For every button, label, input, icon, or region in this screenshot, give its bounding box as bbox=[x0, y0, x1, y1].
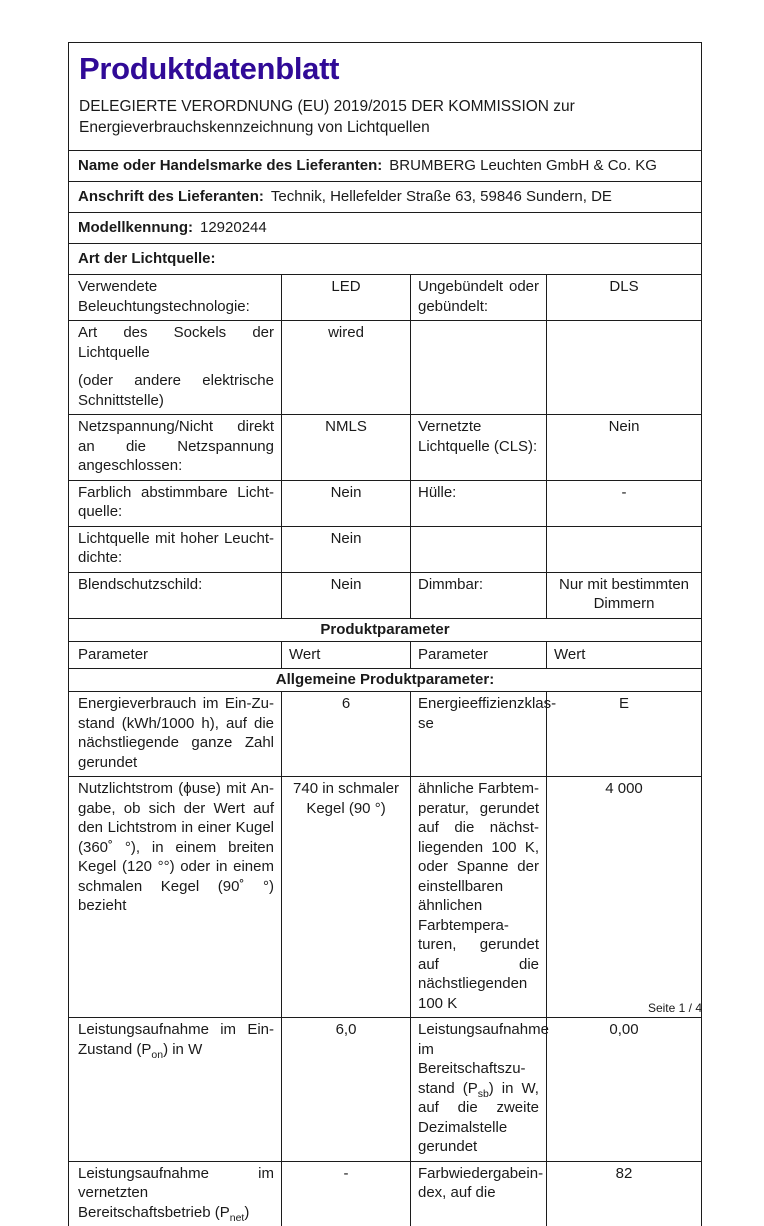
param-label bbox=[69, 321, 281, 414]
param-label-paragraph: Art des Sockels der Lichtquelle bbox=[78, 323, 274, 362]
table-row bbox=[69, 1017, 701, 1161]
param-label: Lichtquelle mit hoher Leuchtdichte: bbox=[69, 527, 281, 572]
param-label: Energieeffizienzklasse bbox=[410, 692, 546, 776]
supplier-name-value: BRUMBERG Leuchten GmbH & Co. KG bbox=[389, 157, 657, 174]
param-label: Leistungsaufnahme im Ein-Zustand $(P_{on})$ in W bbox=[69, 1018, 281, 1161]
table-row bbox=[69, 320, 701, 414]
page-number: Seite 1 / 4 bbox=[68, 1001, 702, 1015]
param-label: Farbwiedergabeindex, auf die bbox=[410, 1162, 546, 1226]
param-value: LED bbox=[281, 275, 410, 320]
table-row bbox=[69, 480, 701, 526]
param-value: wired bbox=[281, 321, 410, 414]
page-title: Produktdatenblatt bbox=[79, 50, 691, 87]
param-value bbox=[546, 321, 701, 414]
param-value: E bbox=[546, 692, 701, 776]
subscript: sb bbox=[478, 1088, 489, 1100]
supplier-address-label: Anschrift des Lieferanten: bbox=[78, 188, 264, 205]
column-header-wert-2: Wert bbox=[546, 642, 701, 669]
param-value: 6,0 bbox=[281, 1018, 410, 1161]
datasheet-frame bbox=[68, 42, 702, 1226]
model-id-row bbox=[69, 212, 701, 243]
param-value: Nein bbox=[281, 481, 410, 526]
subscript: net bbox=[230, 1212, 245, 1224]
param-label: Energieverbrauch im Ein-Zustand (kWh/1000 h), auf die nächstliegende ganze Zahl gerundet bbox=[69, 692, 281, 776]
param-label: Leistungsaufnahme im Bereitschaftszustand $(P_{sb})$ in W, auf die zweite Dezimalstelle gerundet bbox=[410, 1018, 546, 1161]
param-value: - bbox=[546, 481, 701, 526]
param-value: 82 bbox=[546, 1162, 701, 1226]
subsection-title-allgemeine-produktparameter: Allgemeine Produktparameter: bbox=[69, 668, 701, 691]
supplier-name-row bbox=[69, 150, 701, 181]
light-source-heading-row bbox=[69, 243, 701, 274]
param-value: DLS bbox=[546, 275, 701, 320]
subscript: on bbox=[151, 1049, 163, 1061]
param-value: 6 bbox=[281, 692, 410, 776]
model-id-label: Modellkennung: bbox=[78, 219, 193, 236]
supplier-address-value: Technik, Hellefelder Straße 63, 59846 Sundern, DE bbox=[271, 188, 612, 205]
param-value: - bbox=[281, 1162, 410, 1226]
param-label bbox=[410, 321, 546, 414]
column-header-parameter-1: Parameter bbox=[69, 642, 281, 669]
title-block bbox=[69, 43, 701, 150]
param-label bbox=[410, 527, 546, 572]
param-value: 740 in schmaler Kegel (90 °) bbox=[281, 777, 410, 1017]
supplier-name-label: Name oder Handelsmarke des Lieferanten: bbox=[78, 157, 382, 174]
param-value: Nein bbox=[546, 415, 701, 480]
table-row bbox=[69, 414, 701, 480]
param-label: Ungebündelt oder gebündelt: bbox=[410, 275, 546, 320]
param-label: Farblich abstimmbare Lichtquelle: bbox=[69, 481, 281, 526]
regulation-subtitle bbox=[79, 96, 691, 138]
param-label: Dimmbar: bbox=[410, 573, 546, 618]
param-label: Verwendete Beleuchtungstechnologie: bbox=[69, 275, 281, 320]
param-label: Hülle: bbox=[410, 481, 546, 526]
param-value: Nur mit bestimmten Dimmern bbox=[546, 573, 701, 618]
column-header-wert-1: Wert bbox=[281, 642, 410, 669]
param-label: ähnliche Farbtemperatur, gerundet auf die nächstliegenden 100 K, oder Spanne der einstellbaren ähnlichen Farbtemperaturen, gerundet auf die nächstliegenden 100 K bbox=[410, 777, 546, 1017]
model-id-value: 12920244 bbox=[200, 219, 267, 236]
light-source-heading: Art der Lichtquelle: bbox=[78, 250, 216, 267]
param-value: Nein bbox=[281, 573, 410, 618]
param-value: 0,00 bbox=[546, 1018, 701, 1161]
param-label: Nutzlichtstrom (ϕuse) mit Angabe, ob sich der Wert auf den Lichtstrom in einer Kugel (360˚ °), in einem breiten Kegel (120 °°) oder in einem schmalen Kegel (90˚ °) bezieht bbox=[69, 777, 281, 1017]
table-header-row bbox=[69, 641, 701, 669]
param-label-paragraph: (oder andere elektrische Schnittstelle) bbox=[78, 371, 274, 410]
table-row bbox=[69, 526, 701, 572]
param-value: Nein bbox=[281, 527, 410, 572]
table-row bbox=[69, 572, 701, 618]
supplier-address-row bbox=[69, 181, 701, 212]
table-row bbox=[69, 274, 701, 320]
table-row bbox=[69, 1161, 701, 1226]
param-value bbox=[546, 527, 701, 572]
param-label: Leistungsaufnahme im vernetzten Bereitschaftsbetrieb $(P_{net})$ bbox=[69, 1162, 281, 1226]
param-label: Vernetzte Lichtquelle (CLS): bbox=[410, 415, 546, 480]
column-header-parameter-2: Parameter bbox=[410, 642, 546, 669]
regulation-subtitle-line1: DELEGIERTE VERORDNUNG (EU) 2019/2015 DER KOMMISSION zur bbox=[79, 96, 691, 117]
param-label: Blendschutzschild: bbox=[69, 573, 281, 618]
param-value: NMLS bbox=[281, 415, 410, 480]
section-title-produktparameter: Produktparameter bbox=[69, 618, 701, 641]
regulation-subtitle-line2: Energieverbrauchskennzeichnung von Lichtquellen bbox=[79, 117, 691, 138]
table-row bbox=[69, 776, 701, 1017]
param-label: Netzspannung/Nicht direkt an die Netzspannung angeschlossen: bbox=[69, 415, 281, 480]
table-row bbox=[69, 691, 701, 776]
param-value: 4 000 bbox=[546, 777, 701, 1017]
